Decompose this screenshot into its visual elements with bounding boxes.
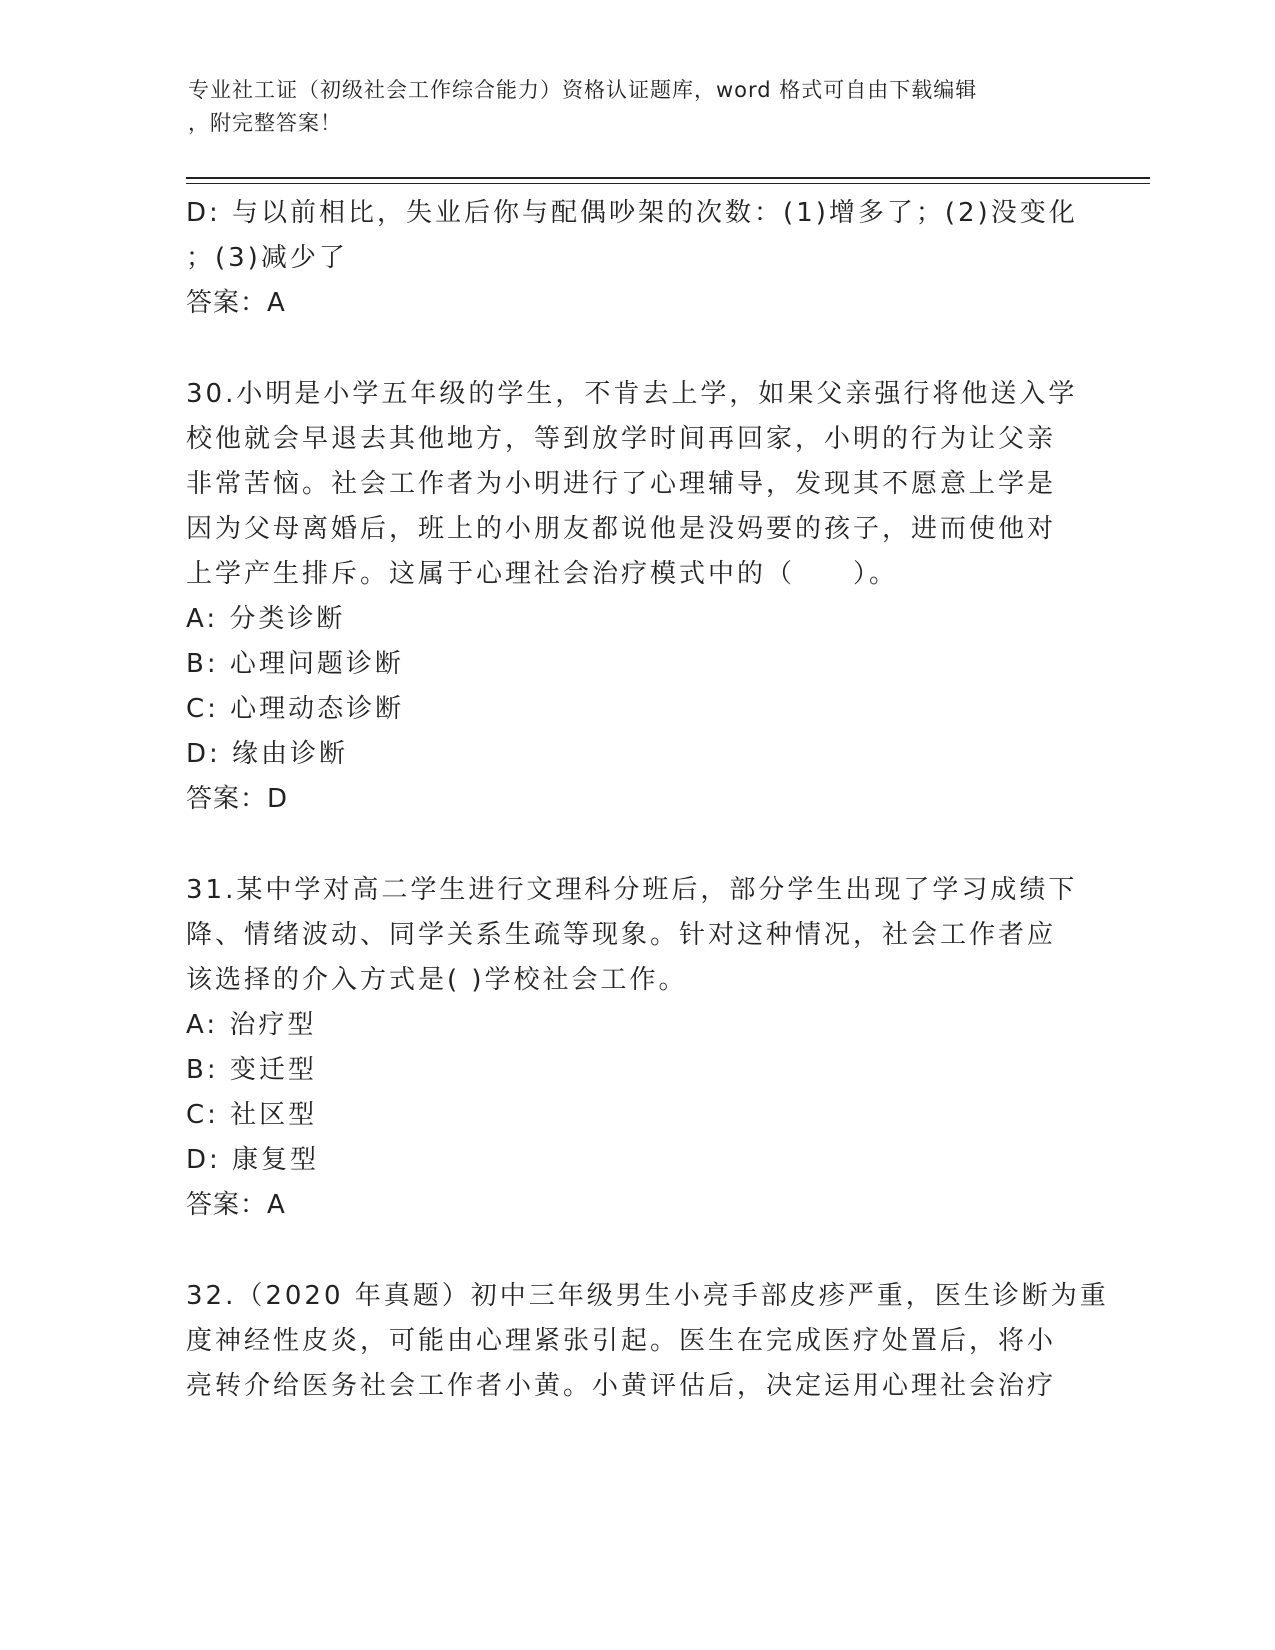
answer-line: 答案：D: [186, 784, 289, 814]
option-d: D: 康复型: [186, 1145, 320, 1175]
question-31: [186, 868, 1086, 1228]
question-stem-line: 校他就会早退去其他地方，等到放学时间再回家，小明的行为让父亲: [186, 424, 1057, 454]
header-divider-thin: [186, 183, 1150, 184]
question-stem-line: 32.（2020 年真题）初中三年级男生小亮手部皮疹严重，医生诊断为重: [186, 1281, 1109, 1311]
header-line-1: 专业社工证（初级社会工作综合能力）资格认证题库，word 格式可自由下载编辑: [188, 78, 978, 102]
previous-question-tail: [186, 191, 1086, 326]
header-line-2: ，附完整答案！: [188, 111, 342, 135]
option-b: B: 变迁型: [186, 1055, 317, 1085]
question-stem-line: 上学产生排斥。这属于心理社会治疗模式中的（ ）。: [186, 559, 899, 589]
question-stem-line: 31.某中学对高二学生进行文理科分班后，部分学生出现了学习成绩下: [186, 875, 1078, 905]
question-32: [186, 1274, 1109, 1409]
question-30: [186, 372, 1086, 822]
option-d: D: 缘由诊断: [186, 739, 349, 769]
option-d-line-2: ；(3)减少了: [186, 243, 348, 273]
question-stem-line: 降、情绪波动、同学关系生疏等现象。针对这种情况，社会工作者应: [186, 920, 1057, 950]
option-a: A: 治疗型: [186, 1010, 317, 1040]
option-c: C: 心理动态诊断: [186, 694, 405, 724]
spacer: [186, 326, 1086, 372]
spacer: [186, 1228, 1086, 1274]
option-d-line-1: D: 与以前相比，失业后你与配偶吵架的次数：(1)增多了；(2)没变化: [186, 198, 1078, 228]
question-stem-line: 非常苦恼。社会工作者为小明进行了心理辅导，发现其不愿意上学是: [186, 469, 1057, 499]
question-stem-line: 30.小明是小学五年级的学生，不肯去上学，如果父亲强行将他送入学: [186, 379, 1078, 409]
question-stem-line: 度神经性皮炎，可能由心理紧张引起。医生在完成医疗处置后，将小: [186, 1326, 1057, 1356]
document-body: [186, 191, 1109, 1409]
option-b: B: 心理问题诊断: [186, 649, 404, 679]
answer-line: 答案：A: [186, 288, 286, 318]
option-a: A: 分类诊断: [186, 604, 346, 634]
header-divider-thick: [186, 177, 1150, 179]
answer-line: 答案：A: [186, 1190, 286, 1220]
question-stem-line: 亮转介给医务社会工作者小黄。小黄评估后，决定运用心理社会治疗: [186, 1371, 1057, 1401]
question-stem-line: 该选择的介入方式是( )学校社会工作。: [186, 965, 688, 995]
question-stem-line: 因为父母离婚后，班上的小朋友都说他是没妈要的孩子，进而使他对: [186, 514, 1057, 544]
document-header: [188, 74, 1068, 140]
option-c: C: 社区型: [186, 1100, 318, 1130]
spacer: [186, 822, 1086, 868]
